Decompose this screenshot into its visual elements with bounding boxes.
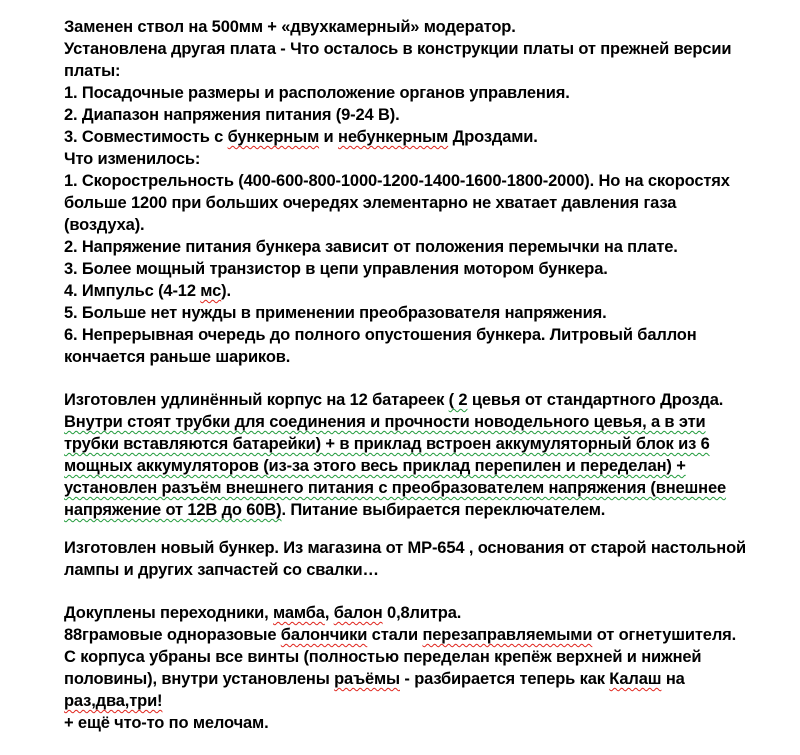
text-span: Дроздами. <box>448 128 538 146</box>
doc-line: Что изменилось: <box>64 150 201 168</box>
doc-line: 2. Диапазон напряжения питания (9-24 В). <box>64 106 400 124</box>
doc-line: лампы и других запчастей со свалки… <box>64 561 379 579</box>
doc-line <box>64 455 686 477</box>
text-span: на <box>661 670 685 688</box>
doc-line: 5. Больше нет нужды в применении преобразователя напряжения. <box>64 304 607 322</box>
doc-line: Заменен ствол на 500мм + «двухкамерный» модератор. <box>64 18 516 36</box>
doc-line <box>64 499 605 521</box>
grammar-flag[interactable]: мощных аккумуляторов (из-за этого весь приклад перепилен и переделан) + <box>64 457 686 475</box>
doc-line <box>64 690 162 712</box>
spelling-error[interactable]: перезаправляемыми <box>422 626 593 644</box>
spelling-error[interactable]: раъёмы <box>334 670 400 688</box>
spelling-error[interactable]: Калаш <box>609 670 662 688</box>
doc-line <box>64 411 706 433</box>
text-span: 0,8литра. <box>382 604 462 622</box>
doc-line: больше 1200 при больших очередях элементарно не хватает давления газа <box>64 194 677 212</box>
doc-line: кончается раньше шариков. <box>64 348 291 366</box>
doc-line <box>64 477 726 499</box>
doc-line: (воздуха). <box>64 216 145 234</box>
doc-line: Установлена другая плата - Что осталось в конструкции платы от прежней версии <box>64 40 732 58</box>
spelling-error[interactable]: мамба <box>273 604 325 622</box>
doc-line: Изготовлен новый бункер. Из магазина от МР-654 , основания от старой настольной <box>64 539 747 557</box>
doc-line: С корпуса убраны все винты (полностью переделан крепёж верхней и нижней <box>64 648 702 666</box>
grammar-flag[interactable]: Внутри стоят трубки для соединения и прочности новодельного цевья, а в эти <box>64 413 706 431</box>
doc-line: 6. Непрерывная очередь до полного опустошения бункера. Литровый баллон <box>64 326 697 344</box>
spelling-error[interactable]: балончики <box>280 626 368 644</box>
doc-line <box>64 126 538 148</box>
text-span: от огнетушителя. <box>592 626 737 644</box>
text-span: , <box>324 604 334 622</box>
text-span: 4. Импульс (4-12 <box>64 282 201 300</box>
spelling-error[interactable]: балон <box>333 604 383 622</box>
text-span: . Питание выбирается переключателем. <box>281 501 606 519</box>
doc-line: 3. Более мощный транзистор в цепи управления мотором бункера. <box>64 260 608 278</box>
text-span: и <box>319 128 338 146</box>
text-span: ). <box>221 282 231 300</box>
text-span: 3. Совместимость с <box>64 128 228 146</box>
doc-line <box>64 389 723 411</box>
doc-line: 2. Напряжение питания бункера зависит от положения перемычки на плате. <box>64 238 678 256</box>
doc-line <box>64 602 461 624</box>
grammar-flag[interactable]: напряжение от 12В до 60В) <box>64 501 282 519</box>
grammar-flag[interactable]: установлен разъём внешнего питания с преобразователем напряжения (внешнее <box>64 479 727 497</box>
doc-line <box>64 624 736 646</box>
text-span: половины), внутри установлены <box>64 670 335 688</box>
spelling-error[interactable]: небункерным <box>338 128 449 146</box>
doc-line: платы: <box>64 62 121 80</box>
grammar-flag[interactable]: ( 2 <box>448 391 468 409</box>
text-span: стали <box>367 626 423 644</box>
text-span: цевья от стандартного Дрозда. <box>467 391 724 409</box>
grammar-flag[interactable]: трубки вставляются батарейки) + в приклад встроен аккумуляторный блок из 6 <box>64 435 710 453</box>
doc-line <box>64 433 710 455</box>
text-span: - разбирается теперь как <box>399 670 610 688</box>
spelling-error[interactable]: бункерным <box>227 128 320 146</box>
spelling-error[interactable]: раз,два,три! <box>64 692 163 710</box>
doc-line: + ещё что-то по мелочам. <box>64 714 269 732</box>
doc-line <box>64 668 685 690</box>
doc-line: 1. Скорострельность (400-600-800-1000-1200-1400-1600-1800-2000). Но на скоростях <box>64 172 730 190</box>
doc-line <box>64 280 231 302</box>
spelling-error[interactable]: мс <box>200 282 222 300</box>
doc-line: 1. Посадочные размеры и расположение органов управления. <box>64 84 570 102</box>
text-span: 88грамовые одноразовые <box>64 626 281 644</box>
text-span: Изготовлен удлинённый корпус на 12 батареек <box>64 391 449 409</box>
text-span: Докуплены переходники, <box>64 604 274 622</box>
